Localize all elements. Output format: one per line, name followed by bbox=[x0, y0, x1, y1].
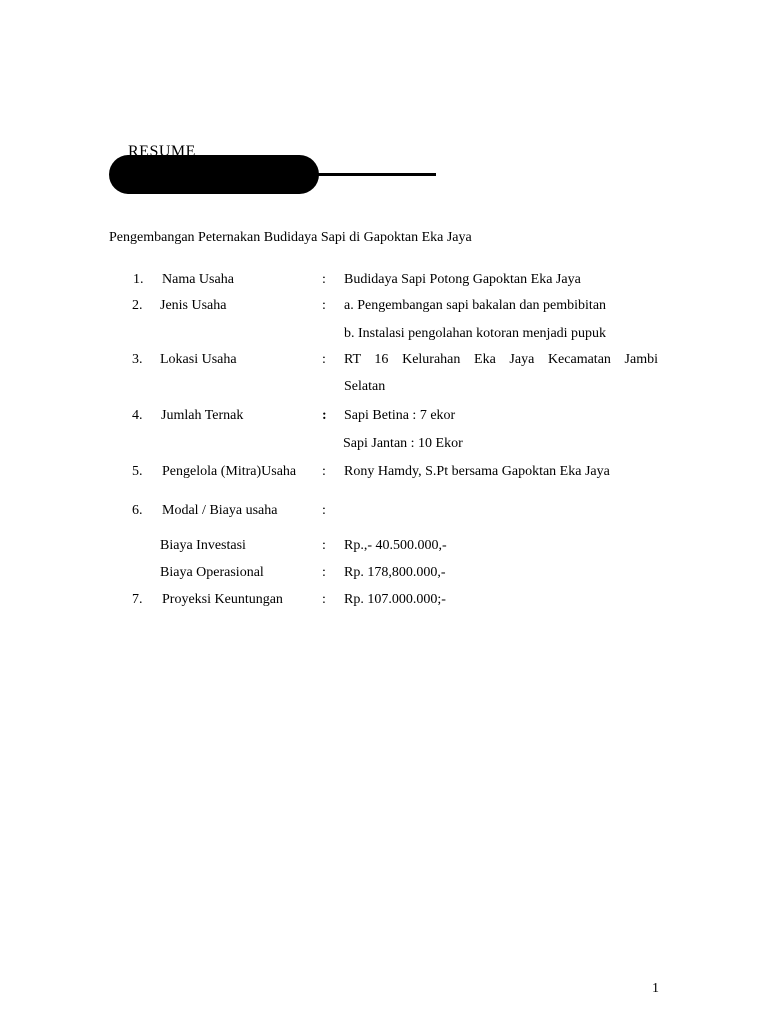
item-label: Biaya Investasi bbox=[160, 538, 246, 553]
item-colon: : bbox=[322, 538, 326, 553]
item-value: a. Pengembangan sapi bakalan dan pembibitan bbox=[344, 298, 607, 313]
item-number: 5. bbox=[132, 464, 143, 479]
item-value: Rony Hamdy, S.Pt bersama Gapoktan Eka Jaya bbox=[344, 464, 610, 479]
item-value: Budidaya Sapi Potong Gapoktan Eka Jaya bbox=[344, 272, 581, 287]
item-value-line-2: b. Instalasi pengolahan kotoran menjadi pupuk bbox=[344, 326, 607, 341]
item-colon: : bbox=[322, 352, 326, 367]
item-colon: : bbox=[322, 565, 326, 580]
item-colon: : bbox=[322, 272, 326, 287]
item-value: Rp. 178,800.000,- bbox=[344, 565, 446, 580]
item-label: Pengelola (Mitra)Usaha bbox=[162, 464, 297, 479]
item-label: Lokasi Usaha bbox=[160, 352, 237, 367]
item-label: Nama Usaha bbox=[162, 272, 234, 287]
item-label: Modal / Biaya usaha bbox=[162, 503, 278, 518]
item-value-line-2: Sapi Jantan : 10 Ekor bbox=[343, 436, 463, 451]
item-value: Rp.,- 40.500.000,- bbox=[344, 538, 447, 553]
item-number: 1. bbox=[133, 272, 144, 287]
item-label: Biaya Operasional bbox=[160, 565, 264, 580]
document-subject: Pengembangan Peternakan Budidaya Sapi di Gapoktan Eka Jaya bbox=[109, 230, 472, 245]
item-value: Sapi Betina : 7 ekor bbox=[344, 408, 456, 423]
item-label: Proyeksi Keuntungan bbox=[162, 592, 283, 607]
item-number: 4. bbox=[132, 408, 143, 423]
item-value-line-2: Selatan bbox=[344, 379, 386, 394]
item-colon: : bbox=[322, 408, 327, 423]
item-colon: : bbox=[322, 592, 326, 607]
title-underline bbox=[300, 173, 436, 176]
item-number: 7. bbox=[132, 592, 143, 607]
item-label: Jenis Usaha bbox=[160, 298, 227, 313]
item-number: 2. bbox=[132, 298, 143, 313]
item-number: 3. bbox=[132, 352, 143, 367]
item-label: Jumlah Ternak bbox=[161, 408, 244, 423]
resume-title: RESUME bbox=[128, 143, 196, 160]
item-value: Rp. 107.000.000;- bbox=[344, 592, 446, 607]
page-number: 1 bbox=[652, 981, 659, 996]
item-number: 6. bbox=[132, 503, 143, 518]
item-colon: : bbox=[322, 298, 326, 313]
item-colon: : bbox=[322, 503, 326, 518]
item-colon: : bbox=[322, 464, 326, 479]
item-value: RT 16 Kelurahan Eka Jaya Kecamatan Jambi bbox=[344, 352, 658, 367]
